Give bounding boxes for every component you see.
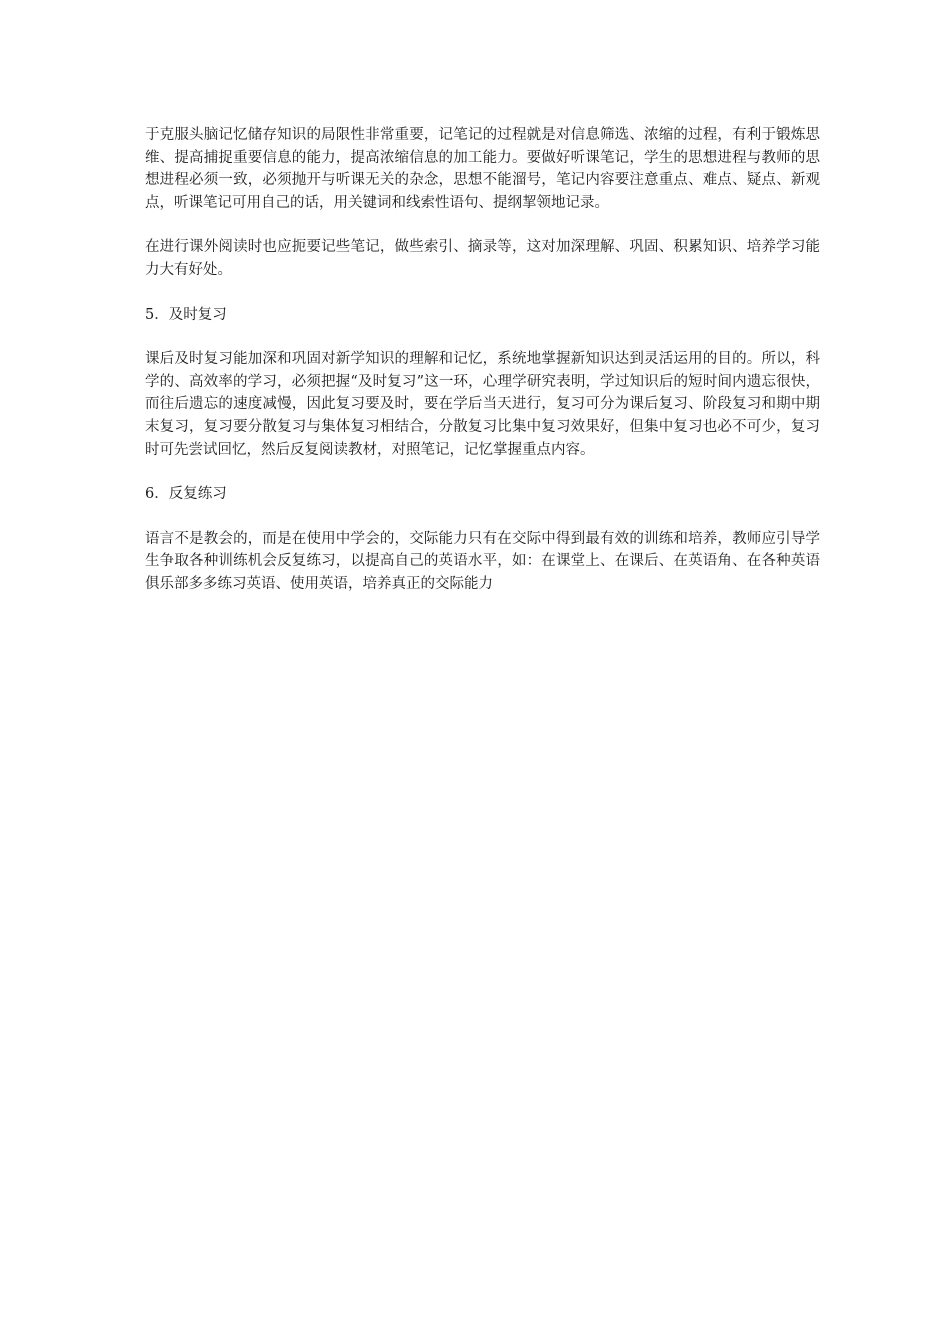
paragraph-note-taking: 于克服头脑记忆储存知识的局限性非常重要，记笔记的过程就是对信息筛选、浓缩的过程，有利于锻炼思维、提高捕捉重要信息的能力，提高浓缩信息的加工能力。要做好听课笔记，学生的思想进程与教师的思想进程必须一致，必须抛开与听课无关的杂念，思想不能溜号，笔记内容要注意重点、难点、疑点、新观点，听课笔记可用自己的话，用关键词和线索性语句、提纲挈领地记录。 xyxy=(145,127,820,211)
paragraph-review: 课后及时复习能加深和巩固对新学知识的理解和记忆，系统地掌握新知识达到灵活运用的目的。所以，科学的、高效率的学习，必须把握“及时复习”这一环，心理学研究表明，学过知识后的短时间内遗忘很快，而往后遗忘的速度减慢，因此复习要及时，要在学后当天进行，复习可分为课后复习、阶段复习和期中期末复习，复习要分散复习与集体复习相结合，分散复习比集中复习效果好，但集中复习也必不可少，复习时可先尝试回忆，然后反复阅读教材，对照笔记，记忆掌握重点内容。 xyxy=(145,351,820,458)
paragraph-practice: 语言不是教会的，而是在使用中学会的，交际能力只有在交际中得到最有效的训练和培养，教师应引导学生争取各种训练机会反复练习，以提高自己的英语水平，如：在课堂上、在课后、在英语角、在各种英语俱乐部多多练习英语、使用英语，培养真正的交际能力 xyxy=(145,530,820,592)
section-heading-review: 5．及时复习 xyxy=(145,306,227,323)
paragraph-reading-notes: 在进行课外阅读时也应扼要记些笔记，做些索引、摘录等，这对加深理解、巩固、积累知识、培养学习能力大有好处。 xyxy=(145,239,820,278)
document-body xyxy=(145,124,820,618)
section-heading-practice: 6．反复练习 xyxy=(145,486,227,503)
